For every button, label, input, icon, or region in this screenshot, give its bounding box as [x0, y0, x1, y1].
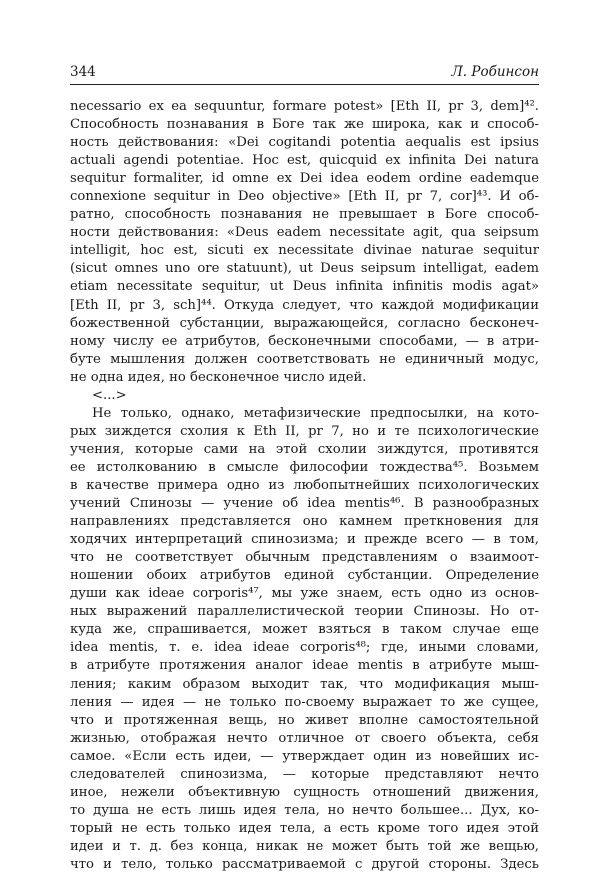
text-line: следователей спинозизма, — которые представляют нечто — [70, 766, 539, 782]
page-header — [70, 64, 539, 85]
text-line: в атрибуте протяжения аналог ideae mentis в атрибуте мыш- — [70, 658, 539, 674]
text-line: ному числу ее атрибутов, бесконечными способами, — в атри- — [70, 333, 539, 349]
text-line: торый не есть только идея тела, а есть кроме того идея этой — [70, 820, 539, 836]
text-line: божественной субстанции, выражающейся, согласно бесконеч- — [70, 315, 539, 331]
text-line: ных выражений параллелистической теории Спинозы. Но от- — [70, 604, 539, 620]
text-line: что и протяженная вещь, но живет вполне самостоятельной — [70, 712, 539, 728]
text-line: Не только, однако, метафизические предпосылки, на кото- — [92, 405, 539, 421]
text-line: не одна идея, но бесконечное число идей. — [70, 369, 367, 385]
text-line: буте мышления должен соответствовать не единичный модус, — [70, 351, 539, 367]
text-line: ратно, способность познавания не превышает в Боге способ- — [70, 207, 539, 223]
text-line: жизнью, отображая нечто отличное от своего объекта, себя — [70, 730, 539, 746]
text-line: ления; каким образом выходит так, что модификация мыш- — [70, 676, 539, 692]
text-line: ность действования: «Dei cogitandi potentia aequalis est ipsius — [70, 135, 539, 151]
text-line: учения, которые сами на этой схолии зиждутся, противятся — [70, 441, 539, 457]
text-line: самое. «Если есть идеи, — утверждает один из новейших ис- — [70, 748, 539, 764]
text-line: ления — идея — не только по-своему выражает то же сущее, — [70, 694, 539, 710]
text-line: connexione sequitur in Deo objective» [Eth II, pr 7, cor]⁴³. И об- — [70, 189, 539, 205]
text-line: что не соответствует обычным представлениям о взаимоот- — [70, 550, 539, 566]
text-line: etiam necessitate sequitur, ut Deus infinita infinitis modis agat» — [70, 279, 539, 295]
text-line: куда же, спрашивается, может взяться в таком случае еще — [70, 622, 539, 638]
text-line: sequitur formaliter, id omne ex Dei idea eodem ordine eademque — [70, 171, 539, 187]
text-line: идеи и т. д. без конца, никак не может быть той же вещью, — [70, 838, 539, 854]
text-line: intelligit, hoc est, sicuti ex necessitate divinae naturae sequitur — [70, 243, 539, 259]
text-line: учений Спинозы — учение об idea mentis⁴⁶. В разнообразных — [70, 496, 539, 512]
text-line: ходячих интерпретаций спинозизма; и прежде всего — в том, — [70, 532, 539, 548]
text-line: в качестве примера одно из любопытнейших психологических — [70, 477, 539, 493]
text-line: (sicut omnes uno ore statuunt), ut Deus seipsum intelligat, eadem — [70, 261, 539, 277]
text-line: иное, нежели объективную сущность отношений движения, — [70, 784, 539, 800]
text-line: ности действования: «Deus eadem necessitate agit, qua seipsum — [70, 225, 539, 241]
running-head-author: Л. Робинсон — [451, 64, 539, 80]
text-line: ее истолкованию в смысле философии тождества⁴⁵. Возьмем — [70, 459, 539, 475]
text-line: что и тело, только рассматриваемой с другой стороны. Здесь — [70, 856, 539, 872]
text-line: направлениях представляется оно камнем преткновения для — [70, 514, 539, 530]
text-line: то душа не есть лишь идея тела, но нечто большее... Дух, ко- — [70, 802, 539, 818]
page-number: 344 — [70, 64, 96, 80]
text-line: necessario ex ea sequuntur, formare potest» [Eth II, pr 3, dem]⁴². — [70, 99, 539, 114]
text-line: [Eth II, pr 3, sch]⁴⁴. Откуда следует, что каждой модификации — [70, 297, 539, 313]
text-line: души как ideae corporis⁴⁷, мы уже знаем, есть одно из основ- — [70, 586, 539, 602]
omission-marker: <...> — [92, 387, 127, 403]
body-text — [70, 98, 539, 874]
text-line: actuali agendi potentiae. Hoc est, quicquid ex infinita Dei natura — [70, 153, 539, 169]
text-line: ношении обоих атрибутов единой субстанции. Определение — [70, 568, 539, 584]
text-line: рых зиждется схолия к Eth II, pr 7, но и те психологические — [70, 423, 539, 439]
text-line: Способность познавания в Боге так же широка, как и способ- — [70, 117, 539, 133]
text-line: idea mentis, т. е. idea ideae corporis⁴⁸; где, иными словами, — [70, 640, 539, 656]
